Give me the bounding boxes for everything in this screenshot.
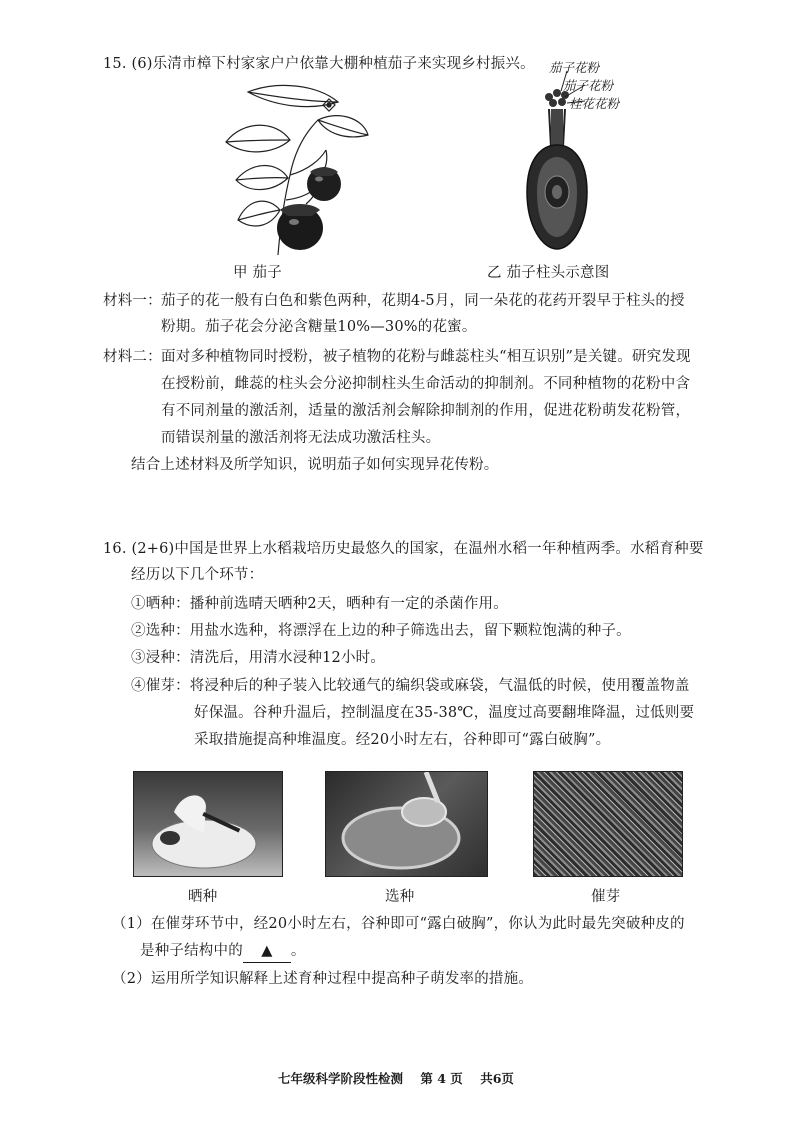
figure-b-caption: 乙 茄子柱头示意图 xyxy=(487,265,610,281)
material2-line3: 有不同剂量的激活剂，适量的激活剂会解除抑制剂的作用，促进花粉萌发花粉管， xyxy=(161,403,691,419)
material2-line1: 面对多种植物同时授粉，被子植物的花粉与雌蕊柱头“相互识别”是关键。研究发现 xyxy=(161,349,691,365)
q15-heading: 15. (6)乐清市樟下村家家户户依靠大棚种植茄子来实现乡村振兴。 xyxy=(103,56,535,72)
photo-selection-image xyxy=(326,772,487,876)
step-sunning: ①晒种：播种前选晴天晒种2天，晒种有一定的杀菌作用。 xyxy=(131,596,508,612)
photo-sunning-caption: 晒种 xyxy=(188,889,218,905)
stigma-label-2: 茄子花粉 xyxy=(563,78,614,93)
eggplant-drawing xyxy=(208,80,378,260)
photo-germination xyxy=(533,771,683,877)
step-germination-line3: 采取措施提高种堆温度。经20小时左右，谷种即可“露白破胸”。 xyxy=(194,732,611,748)
page-footer: 七年级科学阶段性检测 第 4 页 共6页 xyxy=(278,1071,514,1086)
material1-line1: 茄子的花一般有白色和紫色两种，花期4-5月，同一朵花的花药开裂早于柱头的授 xyxy=(161,293,685,309)
q16-sub1-line2 xyxy=(140,940,306,963)
q15-question: 结合上述材料及所学知识，说明茄子如何实现异花传粉。 xyxy=(131,457,499,473)
step-soaking: ③浸种：清洗后，用清水浸种12小时。 xyxy=(131,650,386,666)
photo-sunning-image xyxy=(134,772,282,876)
material1-label: 材料一： xyxy=(103,293,162,309)
stigma-label-3: 桂花花粉 xyxy=(569,96,620,111)
stigma-label-1: 茄子花粉 xyxy=(549,60,600,75)
figure-a-caption: 甲 茄子 xyxy=(233,265,282,281)
q16-sub1-suffix: 。 xyxy=(290,943,306,959)
step-germination-line1: ④催芽：将浸种后的种子装入比较通气的编织袋或麻袋，气温低的时候，使用覆盖物盖 xyxy=(131,678,690,694)
q16-heading-line1: 16. (2+6)中国是世界上水稻栽培历史最悠久的国家，在温州水稻一年种植两季。水稻育种要 xyxy=(103,541,704,557)
q16-sub1-line1: （1）在催芽环节中，经20小时左右，谷种即可“露白破胸”，你认为此时最先突破种皮的 xyxy=(112,916,685,932)
answer-blank[interactable]: ▲ xyxy=(243,940,291,963)
q16-heading-line2: 经历以下几个环节： xyxy=(131,567,264,583)
eggplant-figure xyxy=(208,80,378,260)
material2-line2: 在授粉前，雌蕊的柱头会分泌抑制柱头生命活动的抑制剂。不同种植物的花粉中含 xyxy=(161,376,691,392)
step-selection: ②选种：用盐水选种，将漂浮在上边的种子筛选出去，留下颗粒饱满的种子。 xyxy=(131,623,631,639)
q16-sub1-prefix: 是种子结构中的 xyxy=(140,943,243,959)
material1-line2: 粉期。茄子花会分泌含糖量10%—30%的花蜜。 xyxy=(161,319,477,335)
photo-sunning xyxy=(133,771,283,877)
step-germination-line2: 好保温。谷种升温后，控制温度在35-38℃，温度过高要翻堆降温，过低则要 xyxy=(194,705,695,721)
photo-selection xyxy=(325,771,488,877)
material2-label: 材料二： xyxy=(103,349,162,365)
photo-selection-caption: 选种 xyxy=(385,889,415,905)
photo-germination-caption: 催芽 xyxy=(591,889,621,905)
q16-sub2: （2）运用所学知识解释上述育种过程中提高种子萌发率的措施。 xyxy=(112,971,534,987)
material2-line4: 而错误剂量的激活剂将无法成功激活柱头。 xyxy=(161,430,441,446)
